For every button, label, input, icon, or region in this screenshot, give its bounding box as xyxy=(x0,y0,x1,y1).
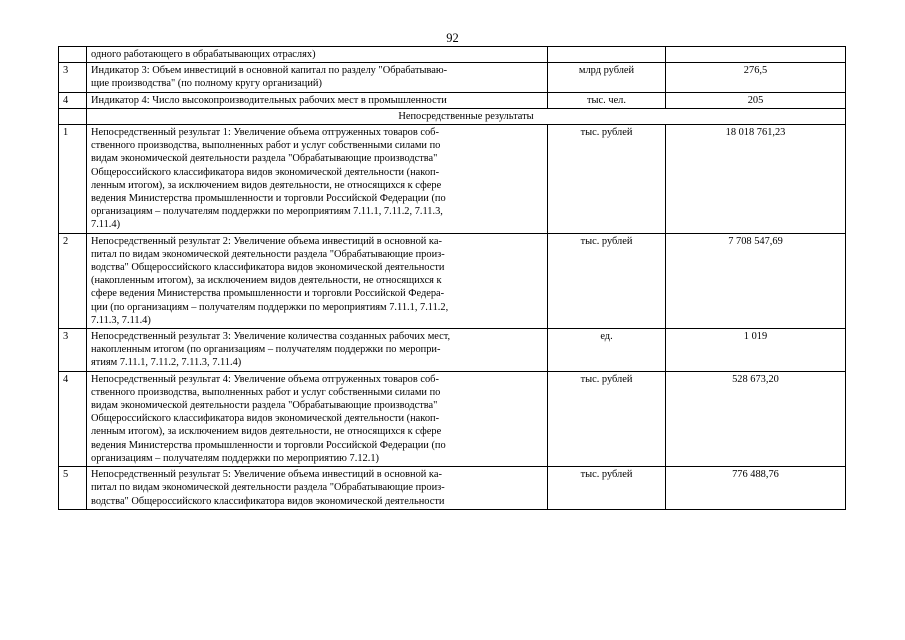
section-row xyxy=(59,108,846,124)
row-unit: ед. xyxy=(548,329,666,372)
table-row xyxy=(59,47,846,63)
table-row xyxy=(59,371,846,466)
row-name: Непосредственный результат 2: Увеличение объема инвестиций в основной ка- питал по видам экономической деятельности раздела "Обрабатывающие произ- водства" Общероссийского классификатора видов экономической деятельности (накопленным итогом), за исключением видов деятельности, не относящихся к сфере ведения Министерства промышленности и торговли Российской Федера- ции (по организациям – получателям поддержки по мероприятиям 7.11.1, 7.11.2, 7.11.3, 7.11.4) xyxy=(87,233,548,328)
table-row xyxy=(59,92,846,108)
row-value: 205 xyxy=(666,92,846,108)
row-number: 3 xyxy=(59,63,87,92)
row-name: Непосредственный результат 1: Увеличение объема отгруженных товаров соб- ственного производства, выполненных работ и услуг собственными силами по видам экономической деятельности раздела "Обрабатывающие производства" Общероссийского классификатора видов экономической деятельности (накоп- ленным итогом), за исключением видов деятельности, не относящихся к сфере ведения Министерства промышленности и торговли Российской Федерации (по организациям – получателям поддержки по мероприятиям 7.11.1, 7.11.2, 7.11.3, 7.11.4) xyxy=(87,125,548,234)
results-rows xyxy=(59,125,846,510)
page-number: 92 xyxy=(446,31,459,45)
row-number: 4 xyxy=(59,92,87,108)
section-header xyxy=(59,108,846,124)
row-value: 18 018 761,23 xyxy=(666,125,846,234)
section-title: Непосредственные результаты xyxy=(87,108,846,124)
row-name: Индикатор 4: Число высокопроизводительных рабочих мест в промышленности xyxy=(87,92,548,108)
row-number: 3 xyxy=(59,329,87,372)
row-value: 528 673,20 xyxy=(666,371,846,466)
row-value: 276,5 xyxy=(666,63,846,92)
row-unit: тыс. чел. xyxy=(548,92,666,108)
row-name: Непосредственный результат 3: Увеличение количества созданных рабочих мест, накопленным итогом (по организациям – получателям поддержки по меропри- ятиям 7.11.1, 7.11.2, 7.11.3, 7.11.4) xyxy=(87,329,548,372)
table-row xyxy=(59,233,846,328)
indicators-rows xyxy=(59,47,846,109)
row-name: Непосредственный результат 5: Увеличение объема инвестиций в основной ка- питал по видам экономической деятельности раздела "Обрабатывающие произ- водства" Общероссийского классификатора видов экономической деятельности xyxy=(87,467,548,510)
row-name: Индикатор 3: Объем инвестиций в основной капитал по разделу "Обрабатываю- щие производства" (по полному кругу организаций) xyxy=(87,63,548,92)
table-row xyxy=(59,329,846,372)
row-name: Непосредственный результат 4: Увеличение объема отгруженных товаров соб- ственного производства, выполненных работ и услуг собственными силами по видам экономической деятельности раздела "Обрабатывающие производства" Общероссийского классификатора видов экономической деятельности (накоп- ленным итогом), за исключением видов деятельности, не относящихся к сфере ведения Министерства промышленности и торговли Российской Федерации (по организациям – получателям поддержки по мероприятию 7.12.1) xyxy=(87,371,548,466)
row-number: 1 xyxy=(59,125,87,234)
row-unit: тыс. рублей xyxy=(548,371,666,466)
row-unit: тыс. рублей xyxy=(548,233,666,328)
indicators-table xyxy=(58,46,846,510)
row-value: 1 019 xyxy=(666,329,846,372)
row-unit: млрд рублей xyxy=(548,63,666,92)
table-row xyxy=(59,63,846,92)
row-value: 7 708 547,69 xyxy=(666,233,846,328)
table-row xyxy=(59,125,846,234)
row-unit xyxy=(548,47,666,63)
table-row xyxy=(59,467,846,510)
row-name: одного работающего в обрабатывающих отраслях) xyxy=(87,47,548,63)
row-unit: тыс. рублей xyxy=(548,125,666,234)
row-number xyxy=(59,47,87,63)
row-number: 5 xyxy=(59,467,87,510)
row-number: 2 xyxy=(59,233,87,328)
row-value: 776 488,76 xyxy=(666,467,846,510)
section-number-cell xyxy=(59,108,87,124)
row-value xyxy=(666,47,846,63)
row-unit: тыс. рублей xyxy=(548,467,666,510)
row-number: 4 xyxy=(59,371,87,466)
